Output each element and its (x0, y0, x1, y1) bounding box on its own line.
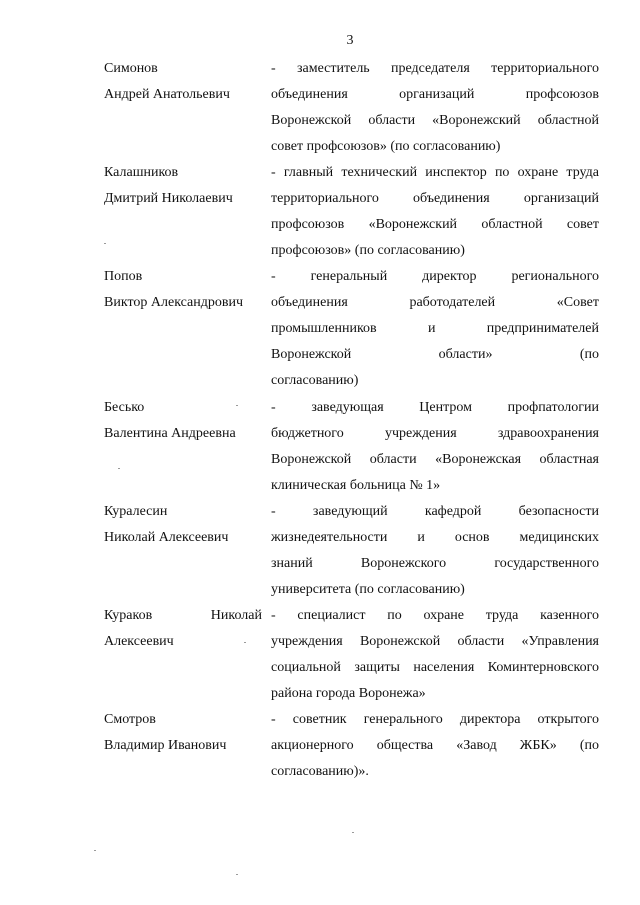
member-position (271, 395, 599, 499)
member-surname: Бесько (104, 400, 145, 415)
member-name (104, 603, 266, 655)
member-name (104, 707, 266, 759)
member-name (104, 395, 266, 447)
position-line: клиническая больница № 1» (271, 478, 441, 493)
scan-speck (352, 832, 354, 833)
member-surname: Куралесин (104, 504, 168, 519)
position-line: - генеральный директор регионального (271, 269, 599, 284)
position-line: объединения работодателей «Совет (271, 295, 599, 310)
member-name (104, 264, 266, 316)
member-position (271, 499, 599, 603)
member-given-names: Алексеевич (104, 634, 174, 649)
member-surname: Калашников (104, 165, 179, 180)
member-position (271, 264, 599, 394)
position-line: района города Воронежа» (271, 686, 426, 701)
member-given-names: Владимир Иванович (104, 738, 227, 753)
position-line: учреждения Воронежской области «Управления (271, 634, 599, 649)
position-line: - советник генерального директора открытого (271, 712, 599, 727)
position-line: профсоюзов» (по согласованию) (271, 243, 465, 258)
position-line: Воронежской области «Воронежский областной (271, 113, 599, 128)
scan-speck (118, 468, 120, 469)
member-given-names: Андрей Анатольевич (104, 87, 230, 102)
member-surname: Смотров (104, 712, 156, 727)
member-position (271, 707, 599, 785)
position-line: жизнедеятельности и основ медицинских (271, 530, 599, 545)
position-line: акционерного общества «Завод ЖБК» (по (271, 738, 599, 753)
position-line: социальной защиты населения Коминтерновского (271, 660, 599, 675)
position-line: - заведующая Центром профпатологии (271, 400, 599, 415)
position-line: Воронежской области «Воронежская областная (271, 452, 599, 467)
position-line: знаний Воронежского государственного (271, 556, 599, 571)
scan-speck (244, 642, 246, 643)
position-line: объединения организаций профсоюзов (271, 87, 599, 102)
member-position (271, 603, 599, 707)
position-line: - главный технический инспектор по охране труда (271, 165, 599, 180)
member-surname: Симонов (104, 61, 158, 76)
member-position (271, 56, 599, 160)
scan-speck (236, 874, 238, 875)
member-position (271, 160, 599, 264)
member-surname: Попов (104, 269, 143, 284)
position-line: - заведующий кафедрой безопасности (271, 504, 599, 519)
member-name (104, 160, 266, 212)
position-line: Воронежской области» (по (271, 347, 599, 362)
member-name (104, 499, 266, 551)
position-line: профсоюзов «Воронежский областной совет (271, 217, 599, 232)
position-line: согласованию) (271, 373, 359, 388)
page-number: 3 (346, 33, 354, 48)
member-name (104, 56, 266, 108)
member-surname: Кураков Николай (104, 608, 262, 623)
position-line: территориального объединения организаций (271, 191, 599, 206)
member-given-names: Виктор Александрович (104, 295, 244, 310)
position-line: университета (по согласованию) (271, 582, 465, 597)
position-line: совет профсоюзов» (по согласованию) (271, 139, 501, 154)
scan-speck (104, 243, 106, 244)
scan-speck (236, 405, 238, 406)
position-line: бюджетного учреждения здравоохранения (271, 426, 599, 441)
position-line: согласованию)». (271, 764, 369, 779)
position-line: промышленников и предпринимателей (271, 321, 599, 336)
position-line: - специалист по охране труда казенного (271, 608, 599, 623)
member-given-names: Николай Алексеевич (104, 530, 229, 545)
member-given-names: Валентина Андреевна (104, 426, 236, 441)
member-given-names: Дмитрий Николаевич (104, 191, 233, 206)
scan-speck (94, 850, 96, 851)
position-line: - заместитель председателя территориального (271, 61, 599, 76)
